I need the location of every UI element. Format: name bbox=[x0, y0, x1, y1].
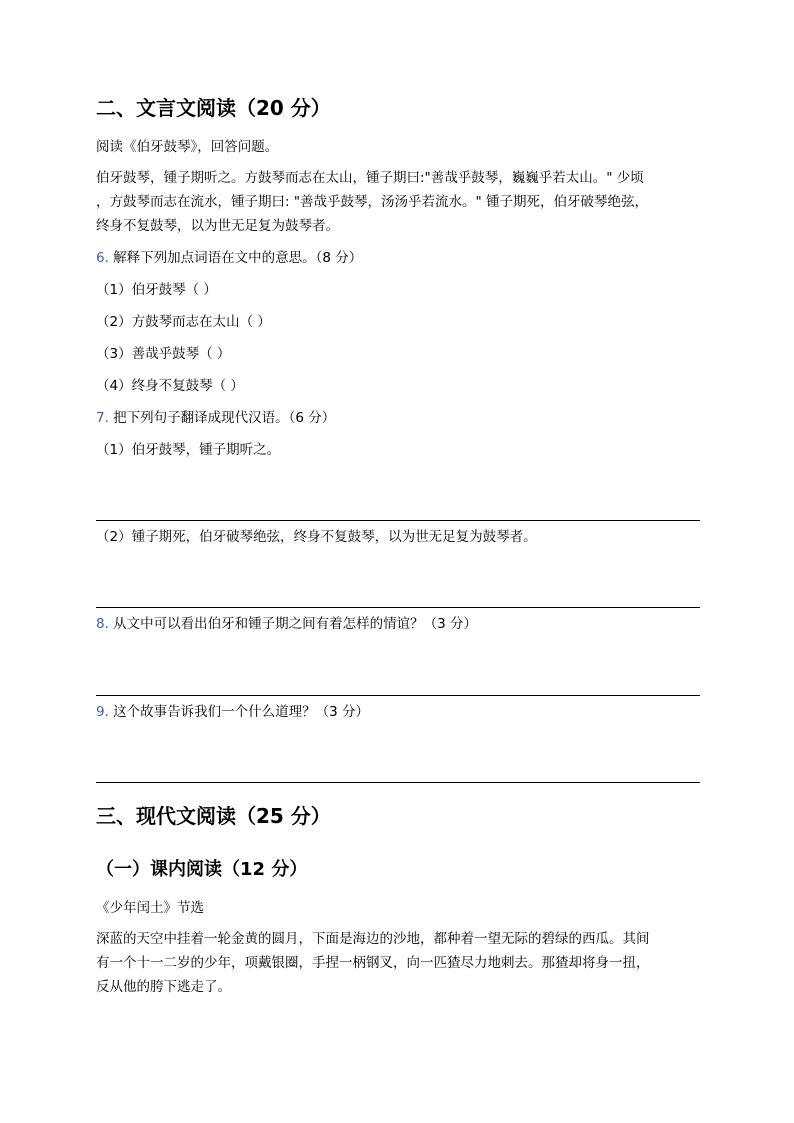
answer-line bbox=[96, 695, 700, 696]
passage-line: 深蓝的天空中挂着一轮金黄的圆月，下面是海边的沙地，都种着一望无际的碧绿的西瓜。其间 bbox=[96, 931, 650, 947]
classical-passage bbox=[96, 166, 700, 238]
question-text: 把下列句子翻译成现代汉语。（6 分） bbox=[108, 410, 336, 426]
passage-line: ，方鼓琴而志在流水，锺子期曰: "善哉乎鼓琴，汤汤乎若流水。" 锺子期死，伯牙破琴绝弦， bbox=[96, 194, 649, 210]
q6-item-1: （1）伯牙鼓琴（ ） bbox=[96, 282, 217, 298]
question-text: 从文中可以看出伯牙和锺子期之间有着怎样的情谊？（3 分） bbox=[108, 616, 478, 632]
passage-line: 终身不复鼓琴，以为世无足复为鼓琴者。 bbox=[96, 218, 339, 234]
question-text: 解释下列加点词语在文中的意思。（8 分） bbox=[108, 250, 363, 266]
passage-source: 《少年闰土》节选 bbox=[96, 900, 204, 916]
question-number: 6. bbox=[96, 250, 109, 266]
subsection-title: （一）课内阅读（12 分） bbox=[96, 859, 308, 880]
passage-line: 反从他的胯下逃走了。 bbox=[96, 979, 231, 995]
q6-item-4: （4）终身不复鼓琴（ ） bbox=[96, 378, 244, 394]
question-7 bbox=[96, 408, 335, 428]
question-text: 这个故事告诉我们一个什么道理？（3 分） bbox=[108, 704, 370, 720]
question-6 bbox=[96, 248, 362, 268]
question-number: 9. bbox=[96, 704, 109, 720]
question-9 bbox=[96, 702, 369, 722]
answer-line bbox=[96, 607, 700, 608]
q7-item-1: （1）伯牙鼓琴，锺子期听之。 bbox=[96, 442, 281, 458]
section-2-intro: 阅读《伯牙鼓琴》，回答问题。 bbox=[96, 139, 279, 155]
question-8 bbox=[96, 614, 477, 634]
passage-line: 有一个十一二岁的少年，项戴银圈，手捏一柄钢叉，向一匹猹尽力地刺去。那猹却将身一扭， bbox=[96, 955, 650, 971]
section-3-title: 三、现代文阅读（25 分） bbox=[96, 804, 331, 828]
section-2-title: 二、文言文阅读（20 分） bbox=[96, 96, 331, 120]
question-number: 8. bbox=[96, 616, 109, 632]
passage-line: 伯牙鼓琴，锺子期听之。方鼓琴而志在太山，锺子期曰:"善哉乎鼓琴，巍巍乎若太山。" 少顷 bbox=[96, 170, 644, 186]
question-number: 7. bbox=[96, 410, 109, 426]
modern-passage bbox=[96, 927, 700, 999]
q7-item-2: （2）锺子期死，伯牙破琴绝弦，终身不复鼓琴，以为世无足复为鼓琴者。 bbox=[96, 529, 537, 545]
answer-line bbox=[96, 782, 700, 783]
answer-line bbox=[96, 520, 700, 521]
q6-item-3: （3）善哉乎鼓琴（ ） bbox=[96, 346, 231, 362]
q6-item-2: （2）方鼓琴而志在太山（ ） bbox=[96, 314, 271, 330]
